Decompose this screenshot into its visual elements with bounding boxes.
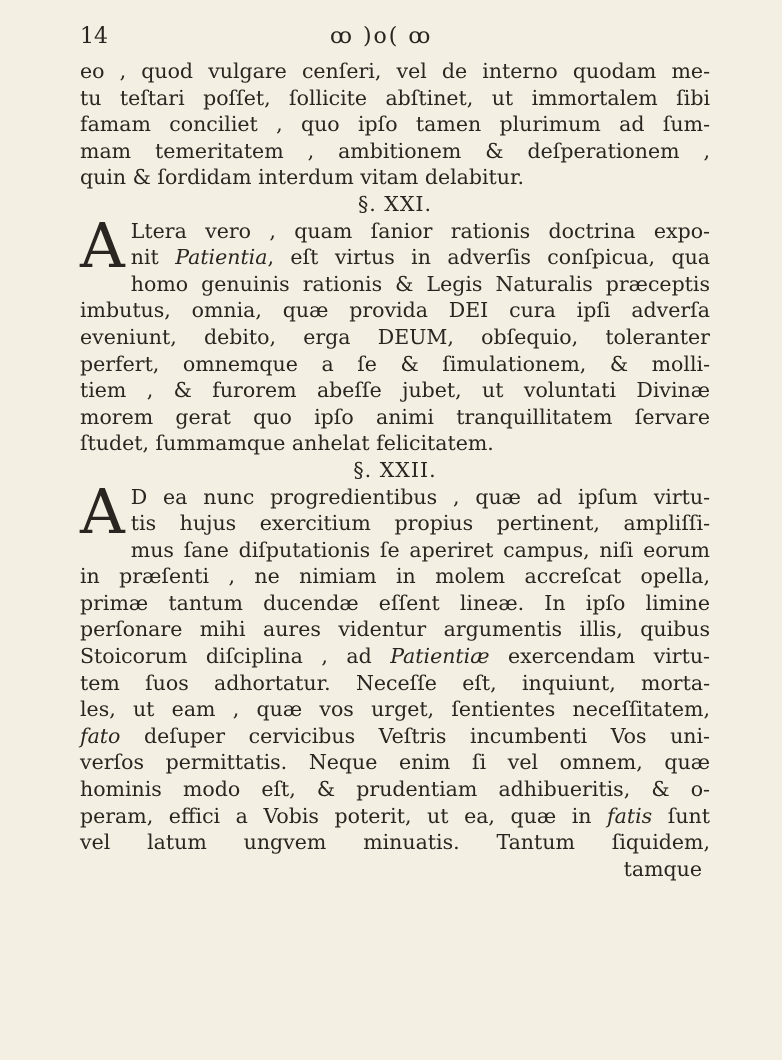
text-line: Ltera vero , quam ſanior rationis doctrina expo- [130,218,710,243]
text-line: eo , quod vulgare cenſeri, vel de interno quodam me- [80,59,710,83]
page-number: 14 [80,24,108,49]
text-line: ſtudet, ſummamque anhelat felicitatem. [80,431,494,456]
emphasis-fato: fato [80,723,121,748]
section-heading-22: §. XXII. [353,457,437,482]
drop-cap: A [80,474,125,548]
paragraph-22 [80,474,710,856]
text-line: perfert, omnemque a ſe & ſimulationem, & molli- [80,351,710,376]
text-line: morem gerat quo ipſo animi tranquillitatem ſervare [80,404,710,429]
text-line: mus ſane diſputationis ſe aperiret campus, niſi eorum [130,537,710,562]
emphasis-fatis: fatis [607,803,653,828]
text-line: eveniunt, debito, erga DEUM, obſequio, toleranter [80,324,710,349]
page-header [80,22,700,56]
text-line: quin & ſordidam interdum vitam delabitur. [80,165,525,190]
text-line: verſos permittatis. Neque enim ſi vel omnem, quæ [80,750,710,775]
text-line: les, ut eam , quæ vos urget, ſentientes neceſſitatem, [80,697,710,722]
text-line: D ea nunc progredientibus , quæ ad ipſum virtu- [130,484,710,509]
text-line: perſonare mihi aures videntur argumentis illis, quibus [80,617,710,642]
text-line: in præſenti , ne nimiam in molem accreſcat opella, [80,564,710,589]
paragraph-21 [80,208,711,457]
text-line: fato deſuper cervicibus Veſtris incumbenti Vos uni- [80,723,710,748]
text-line: peram, effici a Vobis poterit, ut ea, quæ in fatis ſunt [80,803,710,828]
emphasis-patientia: Patientia [175,245,268,270]
text-line: vel latum ungvem minuatis. Tantum ſiquidem, [80,830,710,855]
text-line: nit Patientia, eſt virtus in adverſis conſpicua, qua [130,245,711,270]
text-line: mam temeritatem , ambitionem & deſperationem , [80,138,710,163]
catchword: tamque [623,856,702,881]
text-line: Stoicorum diſciplina , ad Patientiæ exercendam virtu- [80,644,710,669]
header-ornament: ꝏ )o( ꝏ [330,24,433,49]
text-line: famam conciliet , quo ipſo tamen plurimum ad ſum- [80,112,710,137]
text-line: tu teſtari poſſet, ſollicite abſtinet, ut immortalem ſibi [80,85,710,110]
text-line: tiem , & furorem abeſſe jubet, ut voluntati Divinæ [80,378,710,403]
text-line: tis hujus exercitium propius pertinent, ampliſſi- [130,511,710,536]
text-line: imbutus, omnia, quæ provida DEI cura ipſi adverſa [80,298,710,323]
text-line: hominis modo eſt, & prudentiam adhibueritis, & o- [80,777,710,802]
body-text [80,58,710,882]
text-line: tem ſuos adhortatur. Neceſſe eſt, inquiunt, morta- [80,670,710,695]
text-line: primæ tantum ducendæ eſſent lineæ. In ipſo limine [80,590,710,615]
emphasis-patientiae: Patientiæ [390,644,490,669]
text-line: homo genuinis rationis & Legis Naturalis præceptis [130,271,710,296]
drop-cap: A [80,208,125,282]
section-heading-21: §. XXI. [357,191,433,216]
